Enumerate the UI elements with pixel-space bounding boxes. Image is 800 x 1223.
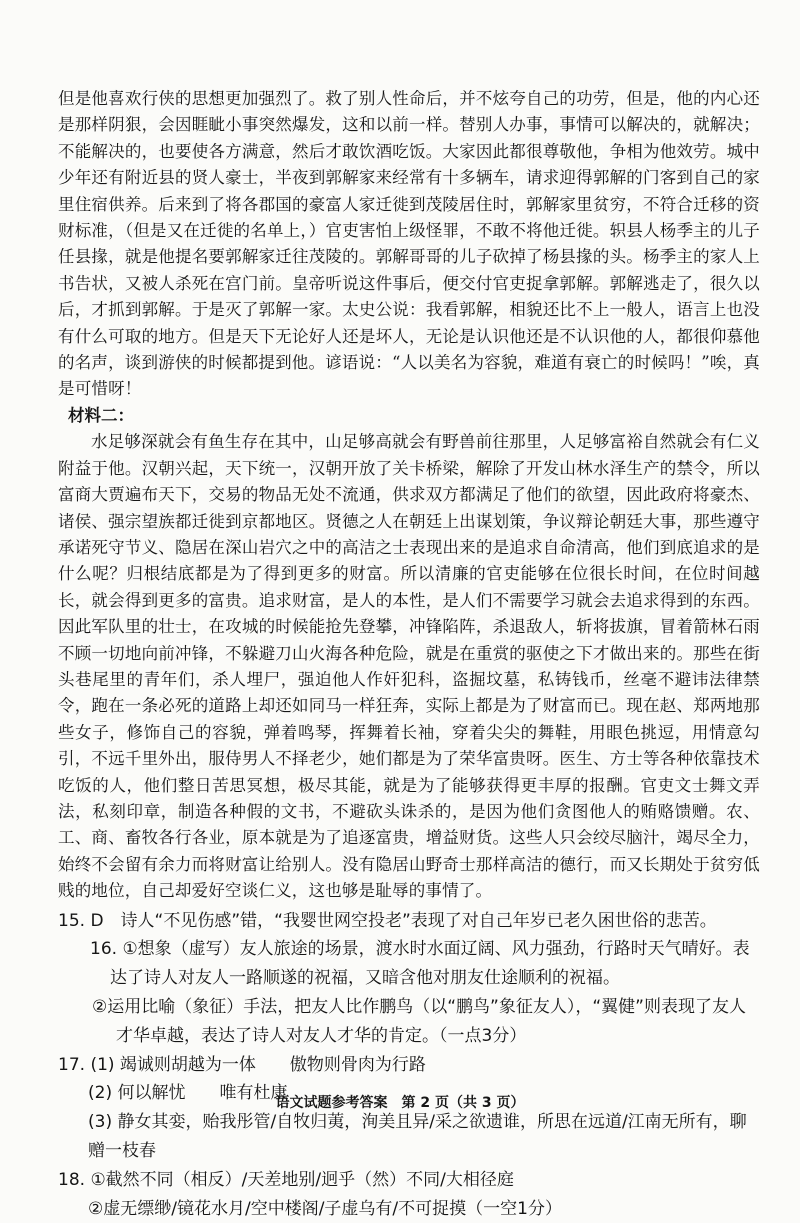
material-two-heading: 材料二： <box>68 405 134 425</box>
translation-paragraph-1: 但是他喜欢行侠的思想更加强烈了。救了别人性命后，并不炫夸自己的功劳，但是，他的内心还是那样阴狠，会因睚眦小事突然爆发，这和以前一样。替别人办事，事情可以解决的，就解决；不能解决的，也要使各方满意，然后才敢饮酒吃饭。大家因此都很尊敬他，争相为他效劳。城中少年还有附近县的贤人豪士，半夜到郭解家来经常有十多辆车，请求迎得郭解的门客到自己的家里住宿供养。后来到了将各郡国的豪富人家迁徙到茂陵居住时，郭解家里贫穷，不符合迁移的资财标准，（但是又在迁徙的名单上，）官吏害怕上级怪罪，不敢不将他迁徙。轵县人杨季主的儿子任县掾，就是他提名要郭解家迁往茂陵的。郭解哥哥的儿子砍掉了杨县掾的头。杨季主的家人上书告状，又被人杀死在宫门前。皇帝听说这件事后，便交付官吏捉拿郭解。郭解逃走了，很久以后，才抓到郭解。于是灭了郭解一家。太史公说：我看郭解，相貌还比不上一般人，语言上也没有什么可取的地方。但是天下无论好人还是坏人，无论是认识他还是不认识他的人，都很仰慕他的名声，谈到游侠的时候都提到他。谚语说：“人以美名为容貌，难道有衰亡的时候吗！”唉，真是可惜呀！ <box>58 89 760 399</box>
answer-16-point-1: 16. ①想象（虚写）友人旅途的场景，渡水时水面辽阔、风力强劲，行路时天气晴好。表达了诗人对友人一路顺遂的祝福，又暗含他对朋友仕途顺利的祝福。 <box>90 939 750 989</box>
answer-18-point-2: ②虚无缥缈/镜花水月/空中楼阁/子虚乌有/不可捉摸（一空1分） <box>88 1198 562 1219</box>
answer-16-point-2: ②运用比喻（象征）手法，把友人比作鹏鸟（以“鹏鸟”象征友人），“翼健”则表现了友人才华卓越，表达了诗人对友人才华的肯定。（一点3分） <box>92 996 746 1046</box>
answer-18-point-1: 18. ①截然不同（相反）/天差地别/迥乎（然）不同/大相径庭 <box>58 1169 514 1190</box>
page-footer: 语文试题参考答案 第 2 页（共 3 页） <box>275 1095 525 1111</box>
answer-15: 15. D 诗人“不见伤感”错，“我婴世网空投老”表现了对自己年岁已老久困世俗的悲苦。 <box>58 910 717 931</box>
translation-paragraph-2: 水足够深就会有鱼生存在其中，山足够高就会有野兽前往那里，人足够富裕自然就会有仁义附益于他。汉朝兴起，天下统一，汉朝开放了关卡桥梁，解除了开发山林水泽生产的禁令，所以富商大贾遍布天下，交易的物品无处不流通，供求双方都满足了他们的欲望，因此政府将豪杰、诸侯、强宗望族都迁徙到京都地区。贤德之人在朝廷上出谋划策，争议辩论朝廷大事，那些遵守承诺死守节义、隐居在深山岩穴之中的高洁之士表现出来的是追求自命清高，他们到底追求的是什么呢？归根结底都是为了得到更多的财富。所以清廉的官吏能够在位很长时间，在位时间越长，就会得到更多的富贵。追求财富，是人的本性，是人们不需要学习就会去追求得到的东西。因此军队里的壮士，在攻城的时候能抢先登攀，冲锋陷阵，杀退敌人，斩将拔旗，冒着箭林石雨不顾一切地向前冲锋，不躲避刀山火海各种危险，就是在重赏的驱使之下才做出来的。那些在街头巷尾里的青年们，杀人埋尸，强迫他人作奸犯科，盗掘坟墓，私铸钱币，丝毫不避讳法律禁令，跑在一条必死的道路上却还如同马一样狂奔，实际上都是为了财富而已。现在赵、郑两地那些女子，修饰自己的容貌，弹着鸣琴，挥舞着长袖，穿着尖尖的舞鞋，用眼色挑逗，用情意勾引，不远千里外出，服侍男人不择老少，她们都是为了荣华富贵呀。医生、方士等各种依靠技术吃饭的人，他们整日苦思冥想，极尽其能，就是为了能够获得更丰厚的报酬。官吏文士舞文弄法，私刻印章，制造各种假的文书，不避砍头诛杀的，是因为他们贪图他人的贿赂馈赠。农、工、商、畜牧各行各业，原本就是为了追逐富贵，增益财货。这些人只会绞尽脑汁，竭尽全力，始终不会留有余力而将财富让给别人。没有隐居山野奇士那样高洁的德行，而又长期处于贫穷低贱的地位，自己却爱好空谈仁义，这也够是耻辱的事情了。 <box>58 432 760 901</box>
answer-17-part-2: (2) 何以解忧 唯有杜康 <box>88 1083 288 1104</box>
answer-17-part-3: (3) 静女其娈，贻我彤管/自牧归荑，洵美且异/采之欲遗谁，所思在远道/江南无所有，聊赠一枝春 <box>88 1112 747 1161</box>
answer-17-part-1: 17. (1) 竭诚则胡越为一体 傲物则骨肉为行路 <box>58 1054 426 1075</box>
